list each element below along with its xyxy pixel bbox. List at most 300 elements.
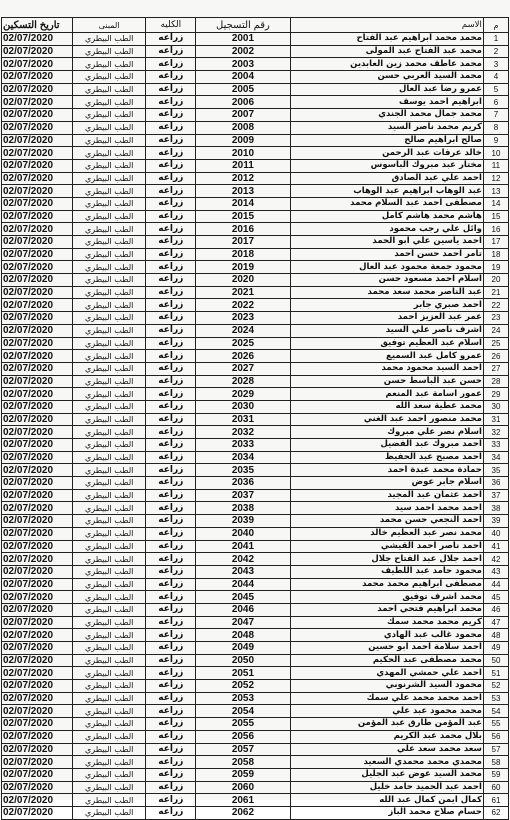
cell-building: الطب البيطري <box>73 629 146 642</box>
cell-registration-number: 2057 <box>196 743 290 756</box>
table-body <box>2 33 509 820</box>
cell-college: زراعه <box>146 806 196 819</box>
cell-college: زراعه <box>146 324 196 337</box>
cell-college: زراعه <box>146 591 196 604</box>
cell-name: محمد عطية سعد الله <box>290 400 483 413</box>
header-registration-number: رقم التسجيل <box>196 18 290 33</box>
cell-college: زراعه <box>146 400 196 413</box>
table-row <box>2 362 509 375</box>
cell-serial: 29 <box>483 388 508 401</box>
cell-building: الطب البيطري <box>73 350 146 363</box>
cell-serial: 8 <box>483 121 508 134</box>
cell-college: زراعه <box>146 730 196 743</box>
cell-college: زراعه <box>146 223 196 236</box>
cell-registration-number: 2015 <box>196 210 290 223</box>
table-row <box>2 540 509 553</box>
cell-college: زراعه <box>146 502 196 515</box>
cell-college: زراعه <box>146 464 196 477</box>
cell-college: زراعه <box>146 705 196 718</box>
table-row <box>2 502 509 515</box>
cell-name: محمد محمود عبد علي <box>290 705 483 718</box>
cell-serial: 47 <box>483 616 508 629</box>
table-row <box>2 768 509 781</box>
cell-registration-number: 2032 <box>196 426 290 439</box>
cell-date: 02/07/2020 <box>2 768 73 781</box>
cell-registration-number: 2031 <box>196 413 290 426</box>
cell-building: الطب البيطري <box>73 109 146 122</box>
table-row <box>2 185 509 198</box>
cell-name: اسلام عبد العظيم توفيق <box>290 337 483 350</box>
table-row <box>2 312 509 325</box>
table-row <box>2 223 509 236</box>
cell-college: زراعه <box>146 654 196 667</box>
cell-college: زراعه <box>146 756 196 769</box>
cell-college: زراعه <box>146 134 196 147</box>
cell-serial: 40 <box>483 527 508 540</box>
cell-date: 02/07/2020 <box>2 642 73 655</box>
cell-college: زراعه <box>146 413 196 426</box>
cell-building: الطب البيطري <box>73 654 146 667</box>
cell-date: 02/07/2020 <box>2 794 73 807</box>
header-building: المبنى <box>73 18 146 33</box>
cell-date: 02/07/2020 <box>2 185 73 198</box>
cell-name: احمد جلال عبد الفتاح جلال <box>290 553 483 566</box>
table-row <box>2 299 509 312</box>
cell-serial: 46 <box>483 603 508 616</box>
cell-date: 02/07/2020 <box>2 83 73 96</box>
cell-date: 02/07/2020 <box>2 439 73 452</box>
cell-college: زراعه <box>146 426 196 439</box>
cell-registration-number: 2045 <box>196 591 290 604</box>
cell-serial: 23 <box>483 312 508 325</box>
cell-name: احمد عبد الحميد حامد خليل <box>290 781 483 794</box>
cell-building: الطب البيطري <box>73 375 146 388</box>
cell-date: 02/07/2020 <box>2 756 73 769</box>
table-row <box>2 96 509 109</box>
table-row <box>2 121 509 134</box>
cell-serial: 14 <box>483 197 508 210</box>
cell-serial: 55 <box>483 718 508 731</box>
cell-date: 02/07/2020 <box>2 667 73 680</box>
cell-name: احمد مصبح عبد الحفيظ <box>290 451 483 464</box>
cell-building: الطب البيطري <box>73 806 146 819</box>
cell-building: الطب البيطري <box>73 743 146 756</box>
cell-serial: 16 <box>483 223 508 236</box>
cell-registration-number: 2053 <box>196 692 290 705</box>
cell-building: الطب البيطري <box>73 362 146 375</box>
table-row <box>2 426 509 439</box>
cell-building: الطب البيطري <box>73 781 146 794</box>
cell-registration-number: 2007 <box>196 109 290 122</box>
cell-college: زراعه <box>146 236 196 249</box>
cell-name: اسلام جابر عوض <box>290 477 483 490</box>
cell-registration-number: 2056 <box>196 730 290 743</box>
cell-college: زراعه <box>146 121 196 134</box>
cell-registration-number: 2051 <box>196 667 290 680</box>
cell-building: الطب البيطري <box>73 603 146 616</box>
cell-building: الطب البيطري <box>73 642 146 655</box>
cell-college: زراعه <box>146 451 196 464</box>
cell-building: الطب البيطري <box>73 33 146 46</box>
cell-college: زراعه <box>146 172 196 185</box>
cell-name: بلال محمد عبد الكريم <box>290 730 483 743</box>
table-row <box>2 756 509 769</box>
cell-serial: 19 <box>483 261 508 274</box>
cell-building: الطب البيطري <box>73 565 146 578</box>
cell-registration-number: 2034 <box>196 451 290 464</box>
table-row <box>2 400 509 413</box>
table-row <box>2 248 509 261</box>
cell-college: زراعه <box>146 45 196 58</box>
cell-date: 02/07/2020 <box>2 477 73 490</box>
cell-building: الطب البيطري <box>73 692 146 705</box>
cell-serial: 13 <box>483 185 508 198</box>
cell-registration-number: 2017 <box>196 236 290 249</box>
cell-date: 02/07/2020 <box>2 172 73 185</box>
cell-registration-number: 2047 <box>196 616 290 629</box>
table-row <box>2 58 509 71</box>
cell-building: الطب البيطري <box>73 58 146 71</box>
cell-date: 02/07/2020 <box>2 553 73 566</box>
table-row <box>2 578 509 591</box>
cell-building: الطب البيطري <box>73 451 146 464</box>
cell-date: 02/07/2020 <box>2 591 73 604</box>
cell-name: محمد منصور احمد عبد الغني <box>290 413 483 426</box>
cell-name: عبد المؤمن طارق عبد المؤمن <box>290 718 483 731</box>
cell-building: الطب البيطري <box>73 312 146 325</box>
cell-date: 02/07/2020 <box>2 159 73 172</box>
cell-date: 02/07/2020 <box>2 261 73 274</box>
cell-college: زراعه <box>146 274 196 287</box>
cell-name: عمور اسامة عبد المنعم <box>290 388 483 401</box>
housing-table <box>1 17 509 820</box>
cell-date: 02/07/2020 <box>2 806 73 819</box>
cell-building: الطب البيطري <box>73 147 146 160</box>
cell-registration-number: 2040 <box>196 527 290 540</box>
cell-college: زراعه <box>146 388 196 401</box>
table-row <box>2 705 509 718</box>
cell-serial: 9 <box>483 134 508 147</box>
header-name: الاسم <box>290 18 483 33</box>
cell-serial: 49 <box>483 642 508 655</box>
cell-name: محمود السيد الشرنوبي <box>290 680 483 693</box>
cell-registration-number: 2023 <box>196 312 290 325</box>
cell-name: كمال ايمن كمال عبد الله <box>290 794 483 807</box>
cell-building: الطب البيطري <box>73 515 146 528</box>
cell-date: 02/07/2020 <box>2 337 73 350</box>
cell-date: 02/07/2020 <box>2 236 73 249</box>
cell-building: الطب البيطري <box>73 426 146 439</box>
cell-registration-number: 2059 <box>196 768 290 781</box>
cell-serial: 60 <box>483 781 508 794</box>
cell-serial: 35 <box>483 464 508 477</box>
cell-registration-number: 2011 <box>196 159 290 172</box>
cell-serial: 56 <box>483 730 508 743</box>
cell-date: 02/07/2020 <box>2 134 73 147</box>
cell-registration-number: 2048 <box>196 629 290 642</box>
cell-serial: 4 <box>483 71 508 84</box>
cell-college: زراعه <box>146 642 196 655</box>
cell-name: هاشم محمد هاشم كامل <box>290 210 483 223</box>
cell-building: الطب البيطري <box>73 730 146 743</box>
cell-building: الطب البيطري <box>73 83 146 96</box>
cell-date: 02/07/2020 <box>2 743 73 756</box>
cell-date: 02/07/2020 <box>2 464 73 477</box>
cell-serial: 26 <box>483 350 508 363</box>
cell-registration-number: 2035 <box>196 464 290 477</box>
cell-serial: 11 <box>483 159 508 172</box>
cell-registration-number: 2019 <box>196 261 290 274</box>
cell-serial: 53 <box>483 692 508 705</box>
cell-name: احمد محمد احمد سيد <box>290 502 483 515</box>
cell-registration-number: 2036 <box>196 477 290 490</box>
cell-college: زراعه <box>146 553 196 566</box>
cell-serial: 57 <box>483 743 508 756</box>
table-row <box>2 718 509 731</box>
table-row <box>2 388 509 401</box>
cell-name: عمر عبد العزيز احمد <box>290 312 483 325</box>
cell-name: محمد نصر عبد العظيم خالد <box>290 527 483 540</box>
header-college: الكليه <box>146 18 196 33</box>
cell-building: الطب البيطري <box>73 477 146 490</box>
cell-building: الطب البيطري <box>73 236 146 249</box>
table-row <box>2 489 509 502</box>
cell-name: احمد عثمان عبد المجيد <box>290 489 483 502</box>
cell-building: الطب البيطري <box>73 439 146 452</box>
cell-date: 02/07/2020 <box>2 616 73 629</box>
cell-building: الطب البيطري <box>73 299 146 312</box>
cell-registration-number: 2042 <box>196 553 290 566</box>
cell-college: زراعه <box>146 286 196 299</box>
cell-date: 02/07/2020 <box>2 603 73 616</box>
cell-building: الطب البيطري <box>73 464 146 477</box>
cell-name: محمد جمال محمد الجندي <box>290 109 483 122</box>
cell-name: محمد عاطف محمد زين العابدين <box>290 58 483 71</box>
cell-serial: 58 <box>483 756 508 769</box>
cell-registration-number: 2022 <box>196 299 290 312</box>
cell-date: 02/07/2020 <box>2 147 73 160</box>
table-row <box>2 274 509 287</box>
cell-date: 02/07/2020 <box>2 540 73 553</box>
cell-name: احمد مبروك عبد الفضيل <box>290 439 483 452</box>
cell-name: محمد السيد العربي حسن <box>290 71 483 84</box>
cell-name: اسلام احمد مسعود حسن <box>290 274 483 287</box>
cell-building: الطب البيطري <box>73 324 146 337</box>
cell-registration-number: 2055 <box>196 718 290 731</box>
cell-college: زراعه <box>146 210 196 223</box>
cell-building: الطب البيطري <box>73 667 146 680</box>
cell-college: زراعه <box>146 96 196 109</box>
table-row <box>2 33 509 46</box>
cell-serial: 28 <box>483 375 508 388</box>
cell-serial: 22 <box>483 299 508 312</box>
cell-date: 02/07/2020 <box>2 45 73 58</box>
cell-college: زراعه <box>146 109 196 122</box>
cell-serial: 1 <box>483 33 508 46</box>
cell-serial: 7 <box>483 109 508 122</box>
cell-building: الطب البيطري <box>73 756 146 769</box>
cell-building: الطب البيطري <box>73 616 146 629</box>
cell-college: زراعه <box>146 439 196 452</box>
table-row <box>2 159 509 172</box>
cell-building: الطب البيطري <box>73 134 146 147</box>
table-row <box>2 680 509 693</box>
cell-college: زراعه <box>146 794 196 807</box>
cell-registration-number: 2026 <box>196 350 290 363</box>
cell-registration-number: 2038 <box>196 502 290 515</box>
cell-name: عبد الناصر محمد سعد محمد <box>290 286 483 299</box>
cell-registration-number: 2020 <box>196 274 290 287</box>
cell-name: محمود حامد عبد اللطيف <box>290 565 483 578</box>
cell-date: 02/07/2020 <box>2 362 73 375</box>
cell-registration-number: 2049 <box>196 642 290 655</box>
cell-building: الطب البيطري <box>73 121 146 134</box>
cell-building: الطب البيطري <box>73 197 146 210</box>
cell-registration-number: 2029 <box>196 388 290 401</box>
cell-registration-number: 2018 <box>196 248 290 261</box>
cell-registration-number: 2037 <box>196 489 290 502</box>
cell-name: محمد عبد الفتاح عبد المولى <box>290 45 483 58</box>
cell-date: 02/07/2020 <box>2 248 73 261</box>
cell-registration-number: 2013 <box>196 185 290 198</box>
cell-registration-number: 2027 <box>196 362 290 375</box>
cell-building: الطب البيطري <box>73 527 146 540</box>
cell-serial: 39 <box>483 515 508 528</box>
cell-name: عبد الوهاب ابراهيم عبد الوهاب <box>290 185 483 198</box>
table-row <box>2 464 509 477</box>
cell-registration-number: 2052 <box>196 680 290 693</box>
cell-serial: 33 <box>483 439 508 452</box>
cell-name: سعد محمد سعد علي <box>290 743 483 756</box>
cell-registration-number: 2001 <box>196 33 290 46</box>
cell-registration-number: 2002 <box>196 45 290 58</box>
table-row <box>2 781 509 794</box>
cell-name: احمد صبري جابر <box>290 299 483 312</box>
cell-name: خالد عرفات عبد الرحمن <box>290 147 483 160</box>
cell-date: 02/07/2020 <box>2 210 73 223</box>
cell-date: 02/07/2020 <box>2 223 73 236</box>
cell-college: زراعه <box>146 71 196 84</box>
cell-serial: 12 <box>483 172 508 185</box>
cell-date: 02/07/2020 <box>2 375 73 388</box>
cell-name: احمد النجعي حسن محمد <box>290 515 483 528</box>
cell-name: حسام صلاح محمد الباز <box>290 806 483 819</box>
table-row <box>2 654 509 667</box>
table-row <box>2 286 509 299</box>
cell-building: الطب البيطري <box>73 210 146 223</box>
cell-name: محمد السيد عوض عبد الجليل <box>290 768 483 781</box>
cell-name: صالح ابراهيم صالح <box>290 134 483 147</box>
table-row <box>2 71 509 84</box>
cell-serial: 21 <box>483 286 508 299</box>
table-row <box>2 477 509 490</box>
cell-college: زراعه <box>146 337 196 350</box>
cell-college: زراعه <box>146 680 196 693</box>
cell-college: زراعه <box>146 718 196 731</box>
cell-name: محمد اشرف توفيق <box>290 591 483 604</box>
cell-date: 02/07/2020 <box>2 451 73 464</box>
table-row <box>2 375 509 388</box>
cell-name: عمرو رضا عبد العال <box>290 83 483 96</box>
cell-date: 02/07/2020 <box>2 654 73 667</box>
cell-registration-number: 2050 <box>196 654 290 667</box>
cell-building: الطب البيطري <box>73 400 146 413</box>
cell-building: الطب البيطري <box>73 502 146 515</box>
cell-college: زراعه <box>146 477 196 490</box>
cell-serial: 20 <box>483 274 508 287</box>
cell-name: كريم محمد محمد سمك <box>290 616 483 629</box>
table-row <box>2 134 509 147</box>
cell-college: زراعه <box>146 515 196 528</box>
cell-date: 02/07/2020 <box>2 324 73 337</box>
table-row <box>2 553 509 566</box>
cell-serial: 48 <box>483 629 508 642</box>
cell-college: زراعه <box>146 540 196 553</box>
cell-registration-number: 2030 <box>196 400 290 413</box>
cell-college: زراعه <box>146 350 196 363</box>
cell-name: مختار عبد مبروك الباسوس <box>290 159 483 172</box>
cell-date: 02/07/2020 <box>2 413 73 426</box>
cell-registration-number: 2043 <box>196 565 290 578</box>
cell-building: الطب البيطري <box>73 286 146 299</box>
cell-date: 02/07/2020 <box>2 299 73 312</box>
cell-serial: 36 <box>483 477 508 490</box>
cell-name: احمد محمد محمد علي سمك <box>290 692 483 705</box>
cell-name: وائل علي رجب محمود <box>290 223 483 236</box>
cell-date: 02/07/2020 <box>2 109 73 122</box>
cell-building: الطب البيطري <box>73 794 146 807</box>
table-row <box>2 642 509 655</box>
cell-name: اسلام نصر علي مبروك <box>290 426 483 439</box>
cell-serial: 31 <box>483 413 508 426</box>
cell-registration-number: 2016 <box>196 223 290 236</box>
cell-name: احمد ناصر احمد القيشي <box>290 540 483 553</box>
table-row <box>2 591 509 604</box>
cell-building: الطب البيطري <box>73 413 146 426</box>
cell-college: زراعه <box>146 743 196 756</box>
cell-registration-number: 2060 <box>196 781 290 794</box>
cell-building: الطب البيطري <box>73 591 146 604</box>
cell-building: الطب البيطري <box>73 261 146 274</box>
cell-name: محمدي محمد محمدي السعيد <box>290 756 483 769</box>
table-row <box>2 692 509 705</box>
cell-building: الطب البيطري <box>73 71 146 84</box>
cell-registration-number: 2062 <box>196 806 290 819</box>
cell-building: الطب البيطري <box>73 578 146 591</box>
cell-name: كريم محمد ناصر السيد <box>290 121 483 134</box>
cell-date: 02/07/2020 <box>2 629 73 642</box>
table-row <box>2 603 509 616</box>
cell-college: زراعه <box>146 261 196 274</box>
cell-date: 02/07/2020 <box>2 680 73 693</box>
cell-name: مصطفى ابراهيم محمد محمد <box>290 578 483 591</box>
cell-building: الطب البيطري <box>73 172 146 185</box>
cell-registration-number: 2058 <box>196 756 290 769</box>
cell-date: 02/07/2020 <box>2 502 73 515</box>
table-row <box>2 527 509 540</box>
cell-college: زراعه <box>146 629 196 642</box>
cell-registration-number: 2025 <box>196 337 290 350</box>
cell-building: الطب البيطري <box>73 223 146 236</box>
cell-serial: 44 <box>483 578 508 591</box>
table-row <box>2 337 509 350</box>
cell-building: الطب البيطري <box>73 248 146 261</box>
table-row <box>2 451 509 464</box>
table-header-row <box>2 18 509 33</box>
cell-serial: 54 <box>483 705 508 718</box>
cell-serial: 10 <box>483 147 508 160</box>
cell-date: 02/07/2020 <box>2 426 73 439</box>
